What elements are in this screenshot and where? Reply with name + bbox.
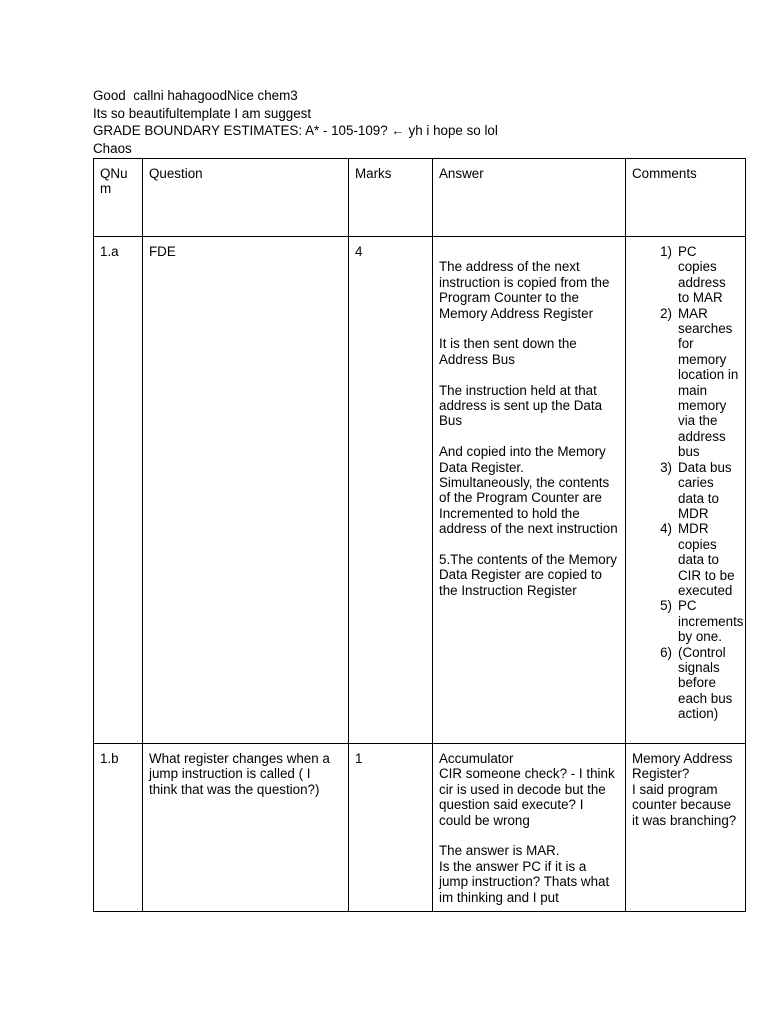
answer-paragraph: And copied into the Memory Data Register. Simultaneously, the contents of the Program Counter are Incremented to hold the address of the next instruction bbox=[439, 444, 618, 537]
document-header bbox=[93, 87, 733, 157]
cell-comments: Memory Address Register? I said program counter because it was branching? bbox=[626, 744, 746, 912]
table-row bbox=[94, 744, 746, 912]
cell-marks: 4 bbox=[349, 237, 433, 744]
list-item: 6) (Control signals before each bus action) bbox=[660, 644, 733, 722]
list-item: 2) MAR searches for memory location in main memory via the address bus bbox=[660, 305, 739, 460]
cell-question: What register changes when a jump instruction is called ( I think that was the question?) bbox=[143, 744, 349, 912]
answer-paragraph: The instruction held at that address is sent up the Data Bus bbox=[439, 382, 603, 429]
column-header-question: Question bbox=[143, 159, 349, 237]
answer-paragraph: 5.The contents of the Memory Data Register are copied to the Instruction Register bbox=[439, 552, 617, 598]
answer-paragraph: Accumulator CIR someone check? - I think cir is used in decode but the question said execute? I could be wrong bbox=[439, 751, 615, 828]
table-header-row bbox=[94, 159, 746, 237]
cell-question: FDE bbox=[143, 237, 349, 744]
answer-paragraph: It is then sent down the Address Bus bbox=[439, 336, 577, 367]
header-line-3: GRADE BOUNDARY ESTIMATES: A* - 105-109? ← yh i hope so lol bbox=[93, 123, 498, 138]
table-row bbox=[94, 237, 746, 744]
list-item: 3) Data bus caries data to MDR bbox=[660, 459, 732, 521]
column-header-marks: Marks bbox=[349, 159, 433, 237]
cell-comments bbox=[626, 237, 746, 744]
column-header-qnum: QNu m bbox=[94, 159, 143, 237]
column-header-comments: Comments bbox=[626, 159, 746, 237]
list-item: 5) PC increments by one. bbox=[660, 598, 744, 645]
answer-paragraph: The answer is MAR. Is the answer PC if it is a jump instruction? Thats what im thinking and I put bbox=[439, 843, 610, 905]
cell-answer bbox=[433, 744, 626, 912]
answers-table bbox=[93, 158, 746, 912]
header-line-4: Chaos bbox=[93, 140, 132, 156]
list-item: 1) PC copies address to MAR bbox=[660, 244, 726, 306]
cell-qnum: 1.b bbox=[94, 744, 143, 912]
header-line-1: Good callni hahagoodNice chem3 bbox=[93, 88, 298, 103]
header-line-2: Its so beautifultemplate I am suggest bbox=[93, 105, 312, 121]
comments-list bbox=[626, 244, 744, 722]
answer-paragraph: The address of the next instruction is copied from the Program Counter to the Memory Address Register bbox=[439, 259, 610, 321]
cell-marks: 1 bbox=[349, 744, 433, 912]
list-item: 4) MDR copies data to CIR to be executed bbox=[660, 521, 735, 598]
column-header-answer: Answer bbox=[433, 159, 626, 237]
cell-answer bbox=[433, 237, 626, 744]
cell-qnum: 1.a bbox=[94, 237, 143, 744]
